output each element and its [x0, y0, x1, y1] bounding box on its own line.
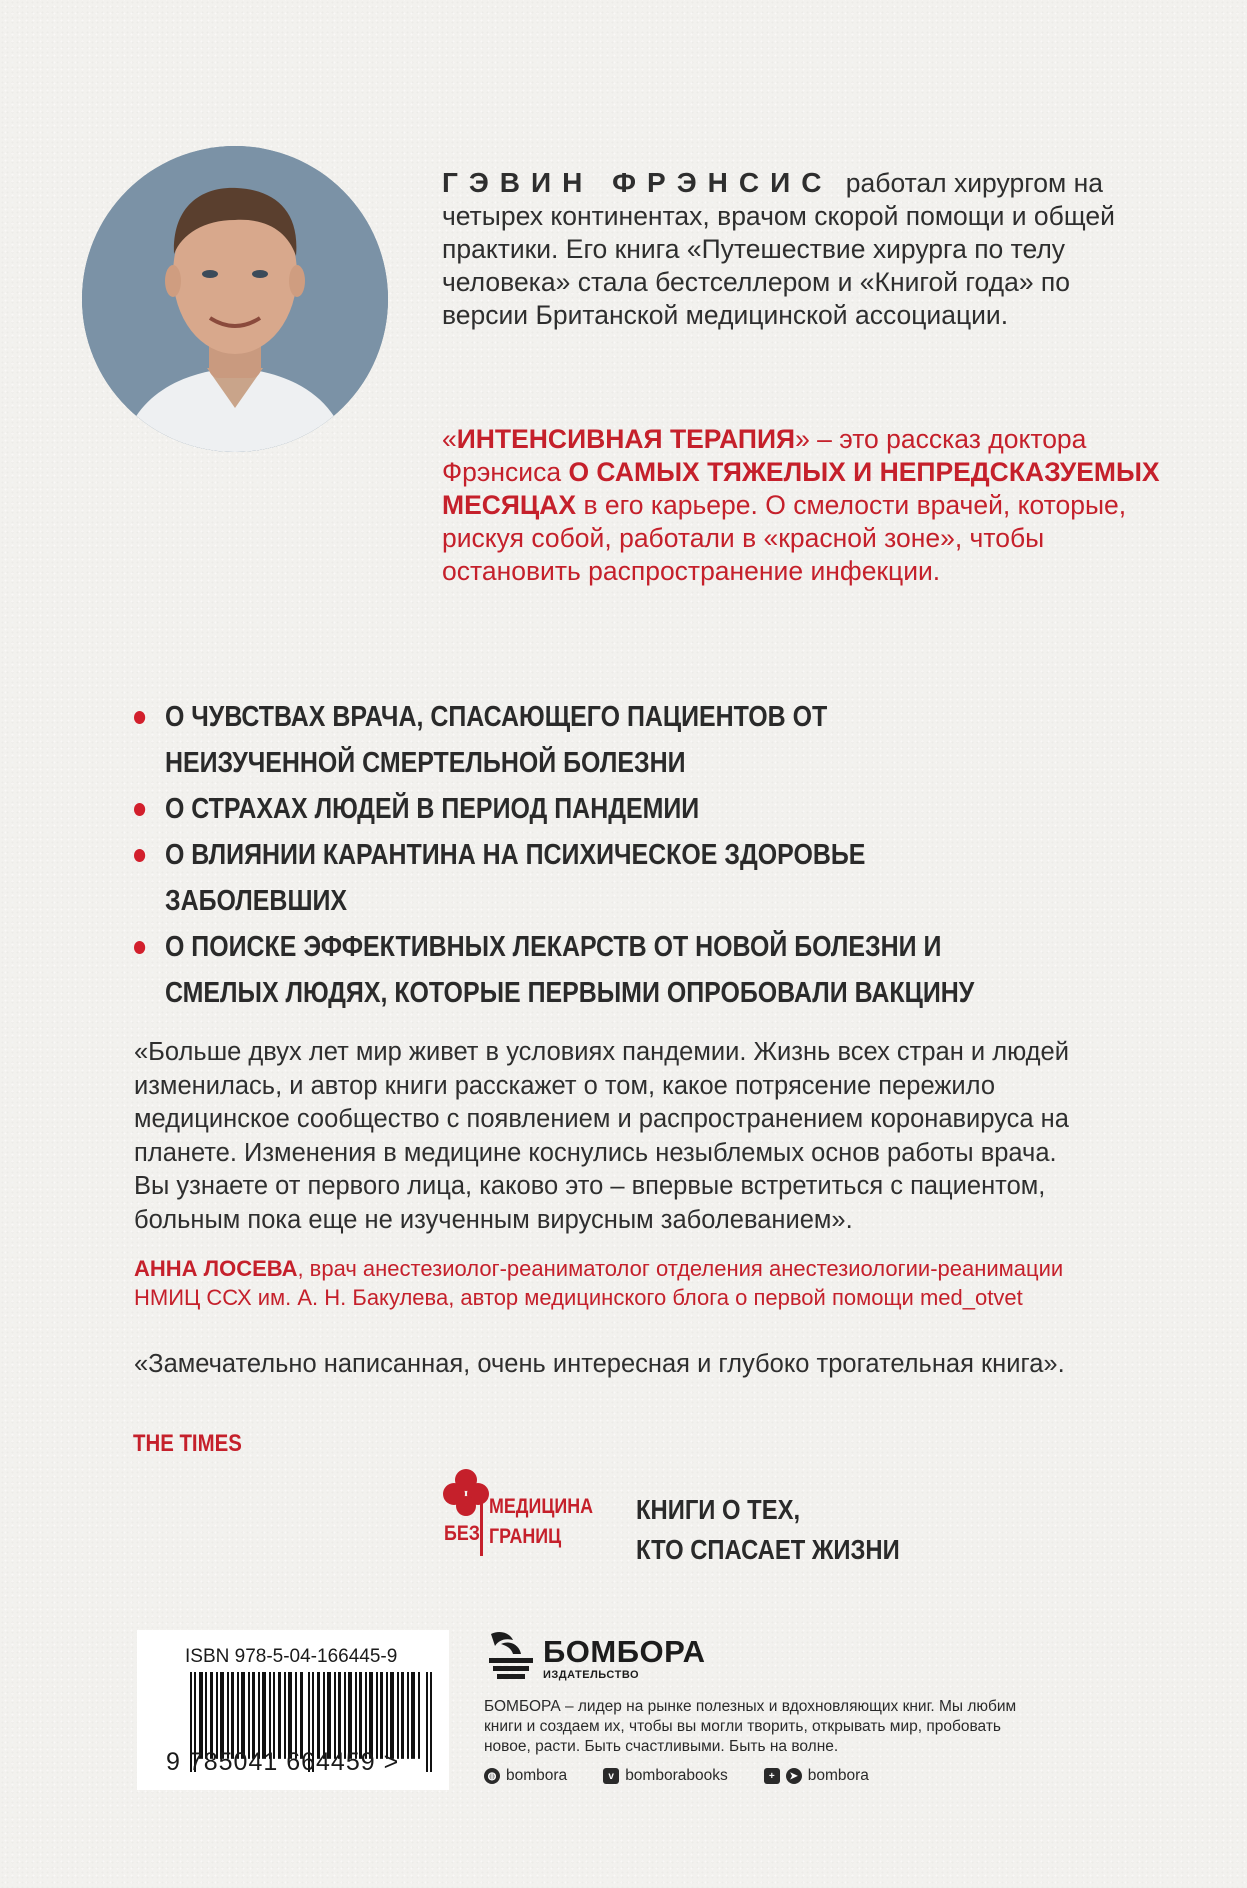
publisher-subtitle: ИЗДАТЕЛЬСТВО	[543, 1669, 640, 1681]
barcode-number: 9 785041 664459 >	[166, 1748, 400, 1776]
bullet-dot-icon	[134, 803, 145, 816]
book-description	[442, 423, 1162, 588]
author-name: ГЭВИН ФРЭНСИС	[442, 167, 833, 198]
list-item: О ПОИСКЕ ЭФФЕКТИВНЫХ ЛЕКАРСТВ ОТ НОВОЙ БОЛЕЗНИ И СМЕЛЫХ ЛЮДЯХ, КОТОРЫЕ ПЕРВЫМИ ОПРОБОВАЛИ ВАКЦИНУ	[134, 924, 994, 1016]
desc-open-quote: «	[442, 424, 457, 454]
bullet-dot-icon	[134, 849, 145, 862]
list-item: О СТРАХАХ ЛЮДЕЙ В ПЕРИОД ПАНДЕМИИ	[134, 786, 994, 832]
desc-highlight: О САМЫХ ТЯЖЕЛЫХ И НЕПРЕДСКАЗУЕМЫХ МЕСЯЦАХ	[442, 457, 1160, 520]
reviewer-name: АННА ЛОСЕВА	[134, 1256, 298, 1281]
globe-icon: ◍	[484, 1768, 500, 1784]
series-slogan: КНИГИ О ТЕХ, КТО СПАСАЕТ ЖИЗНИ	[636, 1494, 900, 1565]
social-link-vk[interactable]: v bomborabooks	[603, 1767, 728, 1785]
list-item: О ЧУВСТВАХ ВРАЧА, СПАСАЮЩЕГО ПАЦИЕНТОВ ОТ НЕИЗУЧЕННОЙ СМЕРТЕЛЬНОЙ БОЛЕЗНИ	[134, 694, 994, 786]
telegram-icon: ➤	[786, 1768, 802, 1784]
author-bio	[442, 166, 1162, 332]
bullet-dot-icon	[134, 711, 145, 724]
review-attribution-2: THE TIMES	[133, 1430, 242, 1457]
vk-icon: v	[603, 1768, 619, 1784]
publisher-description: БОМБОРА – лидер на рынке полезных и вдохновляющих книг. Мы любим книги и создаем их, чтобы вы могли творить, открывать мир, пробовать новое, расти. Быть счастливыми. Быть на волне.	[484, 1698, 1017, 1755]
desc-part1: » – это рассказ доктора Фрэнсиса	[442, 424, 1087, 487]
reviewer-role: , врач анестезиолог-реаниматолог отделения анестезиологии-реанимации НМИЦ ССХ им. А. Н. Бакулева, автор медицинского блога о первой помощи med_otvet	[134, 1256, 1064, 1310]
book-title: ИНТЕНСИВНАЯ ТЕРАПИЯ	[456, 424, 796, 454]
social-link-telegram[interactable]: + ➤ bombora	[764, 1767, 869, 1785]
portrait-illustration	[82, 146, 388, 452]
review-quote-1: «Больше двух лет мир живет в условиях пандемии. Жизнь всех стран и людей изменилась, и автор книги расскажет о том, какое потрясение пережило медицинское сообщество с появлением и распространением коронавируса на планете. Изменения в медицине коснулись незыблемых основ работы врача. Вы узнаете от первого лица, каково это – впервые встретиться с пациентом, больным пока еще не изученным вирусным заболеванием».	[134, 1038, 1069, 1234]
feature-list	[134, 694, 994, 1016]
series-prefix: БЕЗ	[444, 1522, 480, 1545]
list-item: О ВЛИЯНИИ КАРАНТИНА НА ПСИХИЧЕСКОЕ ЗДОРОВЬЕ ЗАБОЛЕВШИХ	[134, 832, 994, 924]
publisher-name: БОМБОРА	[543, 1634, 706, 1669]
bombora-logo-icon	[483, 1628, 539, 1684]
social-link-web[interactable]: ◍ bombora	[484, 1767, 567, 1785]
author-portrait	[82, 146, 388, 452]
bullet-dot-icon	[134, 941, 145, 954]
review-quote-2: «Замечательно написанная, очень интересная и глубоко трогательная книга».	[134, 1350, 1065, 1378]
desc-part2: в его карьере. О смелости врачей, которые, рискуя собой, работали в «красной зоне», чтобы остановить распространение инфекции.	[442, 490, 1127, 586]
isbn-label: ISBN 978-5-04-166445-9	[185, 1646, 398, 1667]
review-attribution-1	[134, 1254, 1114, 1312]
plus-icon: +	[764, 1768, 780, 1784]
series-title: МЕДИЦИНА ГРАНИЦ	[489, 1495, 593, 1548]
social-links	[484, 1767, 869, 1785]
author-bio-text: работал хирургом на четырех континентах, врачом скорой помощи и общей практики. Его книга «Путешествие хирурга по телу человека» стала бестселлером и «Книгой года» по версии Британской медицинской ассоциации.	[442, 168, 1115, 330]
